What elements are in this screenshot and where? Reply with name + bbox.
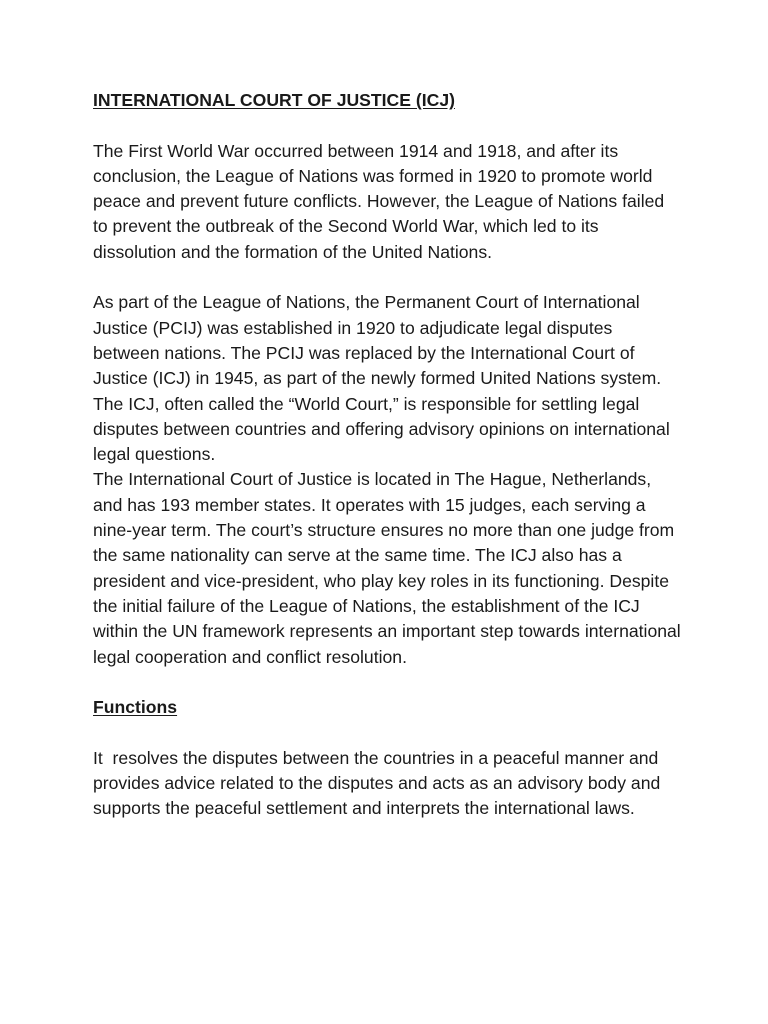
paragraph-pcij: As part of the League of Nations, the Permanent Court of International Justice (PCIJ) was established in 1920 to adjudicate legal disputes between nations. The PCIJ was replaced by the International Court of Justice (ICJ) in 1945, as part of the newly formed United Nations system. The ICJ, often called the “World Court,” is responsible for settling legal disputes between countries and offering advisory opinions on international legal questions. xyxy=(93,292,670,465)
spacer xyxy=(93,265,683,290)
spacer xyxy=(93,670,683,695)
functions-text: It resolves the disputes between the countries in a peaceful manner and provides advice related to the disputes and acts as an advisory body and supports the peaceful settlement and interprets the international laws. xyxy=(93,747,666,819)
spacer xyxy=(93,720,683,745)
functions-heading: Functions xyxy=(93,697,178,718)
document-page xyxy=(93,88,683,822)
paragraph-history: The First World War occurred between 1914 and 1918, and after its conclusion, the League of Nations was formed in 1920 to promote world peace and prevent future conflicts. However, the League of Nations failed to prevent the outbreak of the Second World War, which led to its dissolution and the formation of the United Nations. xyxy=(93,140,665,262)
spacer xyxy=(93,113,683,138)
document-title: INTERNATIONAL COURT OF JUSTICE (ICJ) xyxy=(93,90,455,110)
paragraph-structure: The International Court of Justice is located in The Hague, Netherlands, and has 193 member states. It operates with 15 judges, each serving a nine-year term. The court’s structure ensures no more than one judge from the same nationality can serve at the same time. The ICJ also has a president and vice-president, who play key roles in its functioning. Despite the initial failure of the League of Nations, the establishment of the ICJ within the UN framework represents an important step towards international legal cooperation and conflict resolution. xyxy=(93,469,681,667)
